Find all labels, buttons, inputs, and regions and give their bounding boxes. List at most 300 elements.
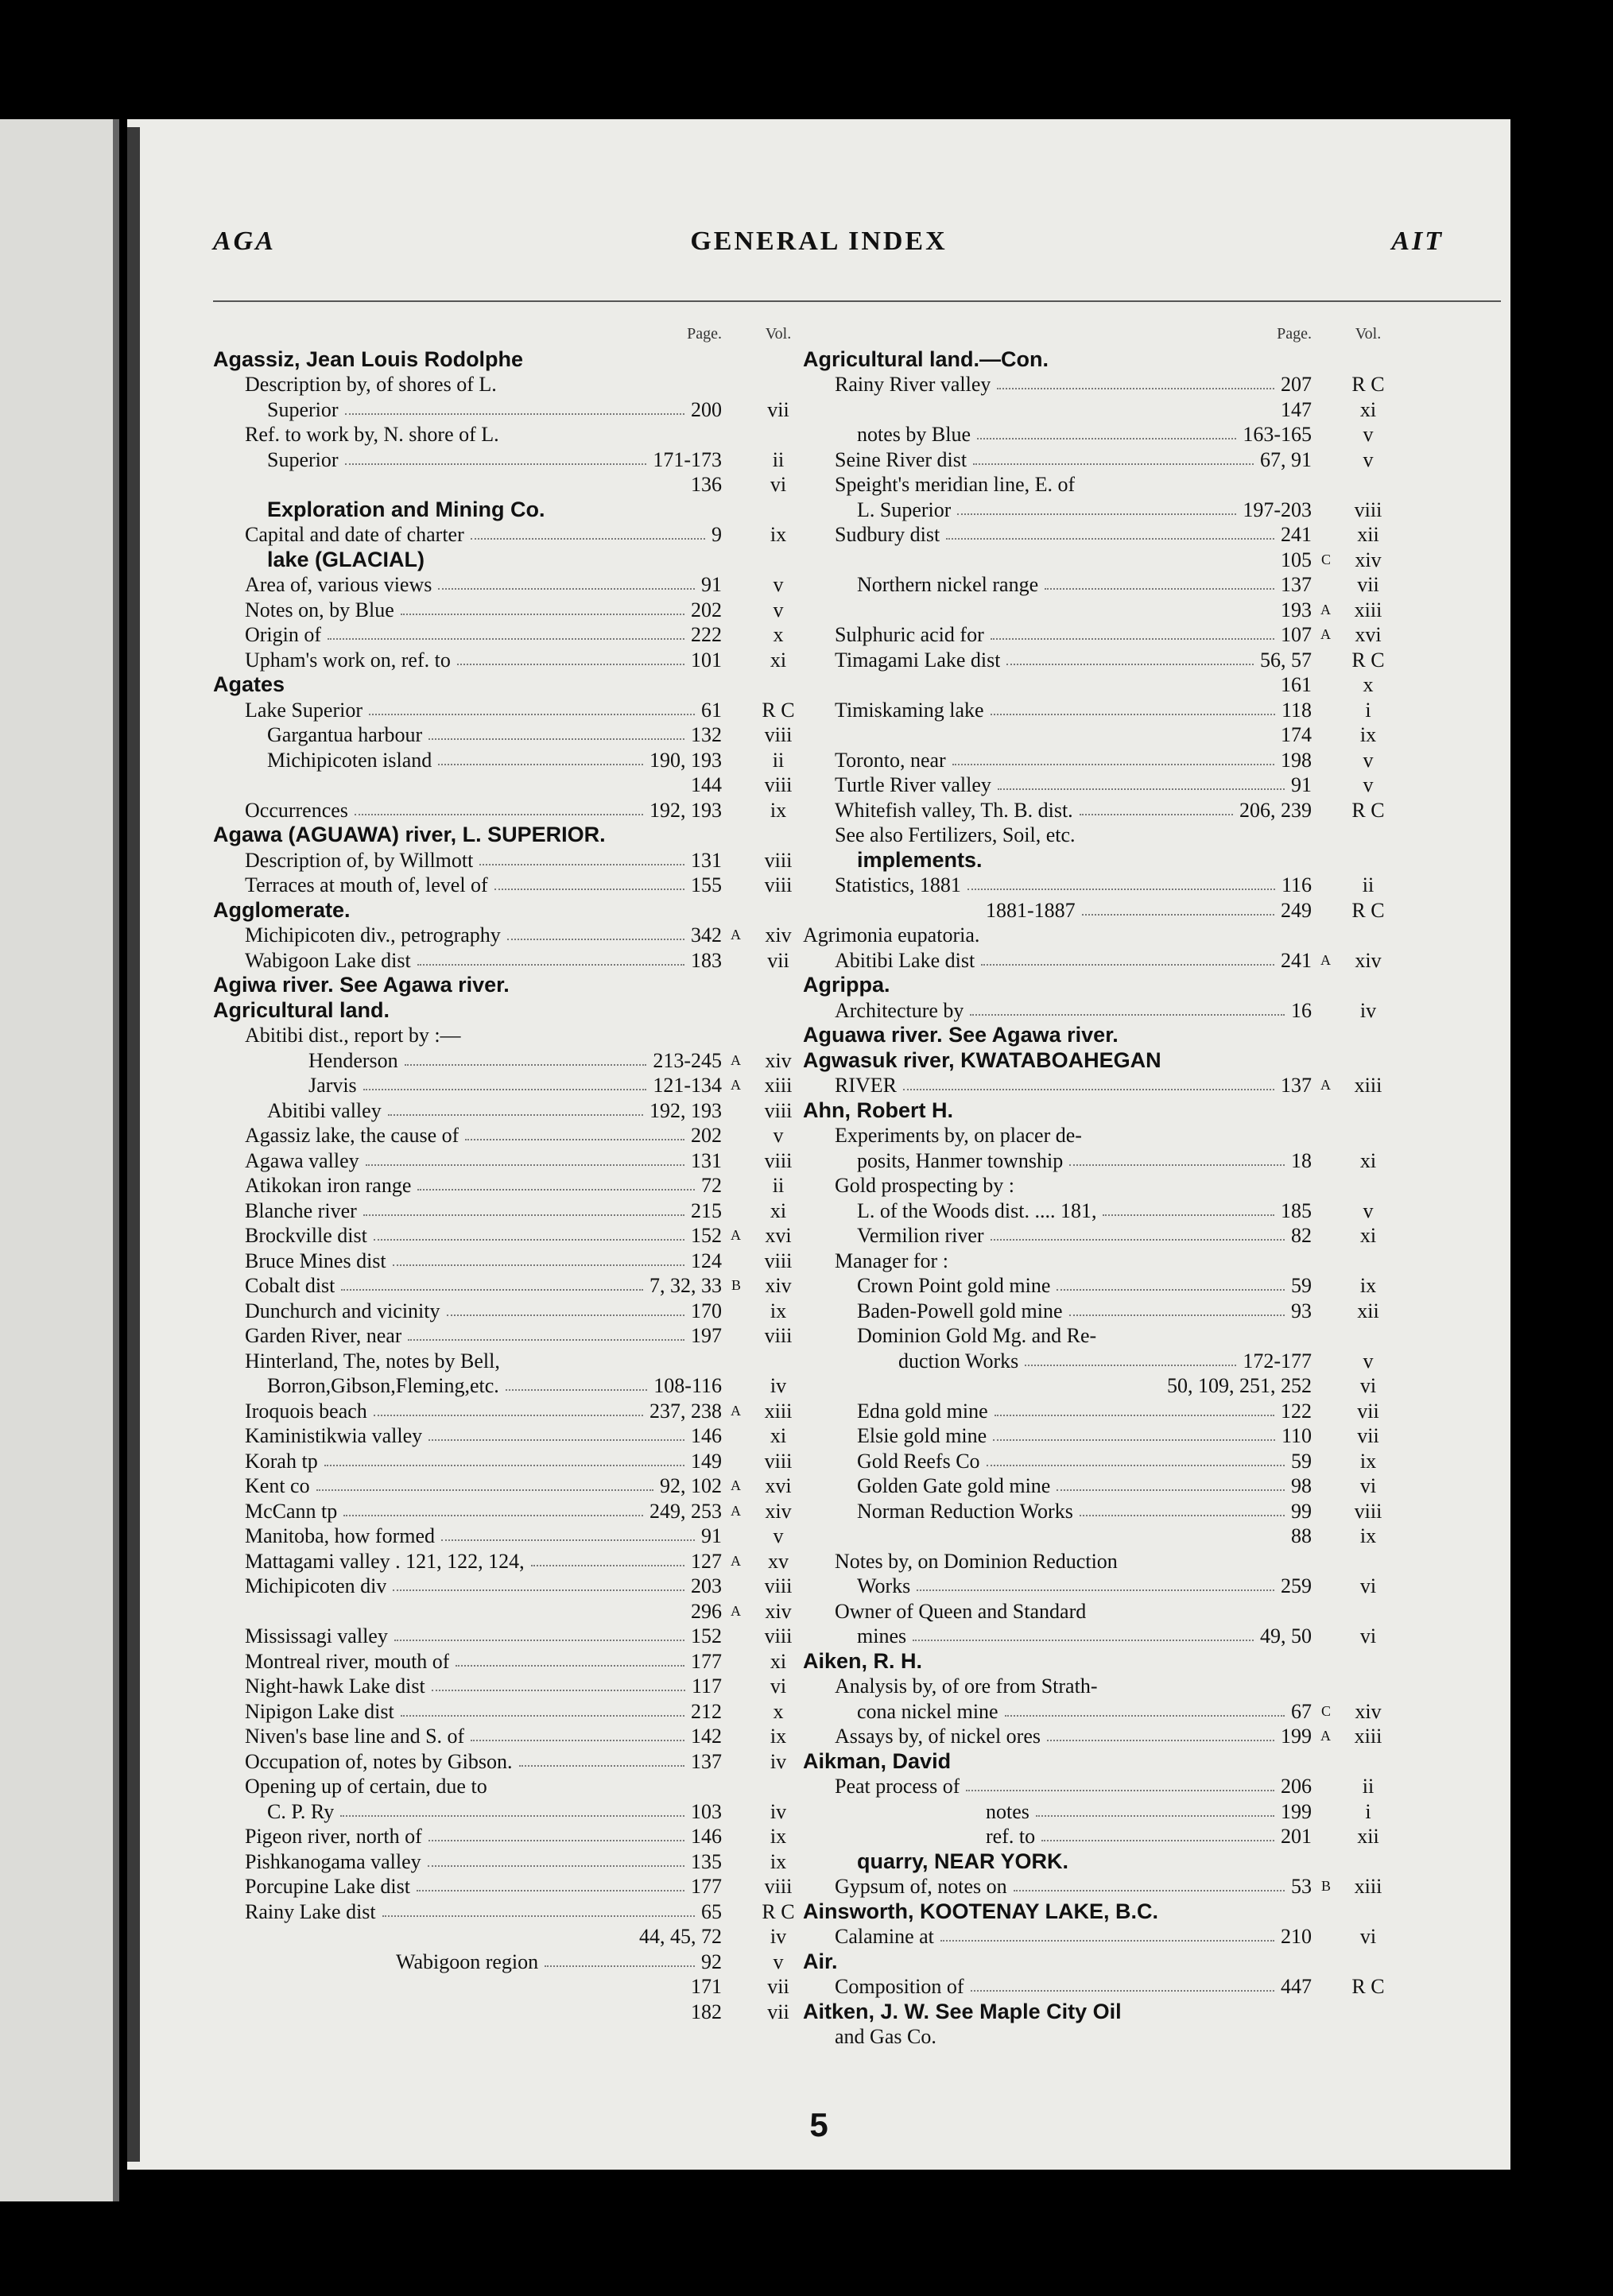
dot-leader bbox=[1069, 1148, 1285, 1166]
entry-volume: ix bbox=[770, 1725, 787, 1748]
entry-volume: xi bbox=[770, 1424, 787, 1447]
entry-page: 146 bbox=[691, 1424, 722, 1447]
entry-volume: viii bbox=[764, 1574, 793, 1597]
dot-leader bbox=[394, 1624, 684, 1641]
dot-leader bbox=[973, 447, 1254, 465]
dot-leader bbox=[1045, 572, 1274, 590]
index-entry bbox=[803, 1423, 1407, 1449]
index-entry bbox=[803, 1674, 1407, 1699]
entry-text: Rainy River valley bbox=[835, 373, 991, 396]
index-entry bbox=[803, 1974, 1407, 2000]
dot-leader bbox=[545, 1949, 695, 1967]
index-entry bbox=[803, 1924, 1407, 1949]
dot-leader bbox=[998, 772, 1285, 790]
index-entry bbox=[213, 1574, 817, 1599]
index-entry bbox=[213, 1624, 817, 1649]
entry-text: Nipigon Lake dist bbox=[245, 1699, 394, 1723]
dot-leader bbox=[519, 1749, 684, 1767]
index-entry bbox=[213, 1749, 817, 1775]
entry-volume: iv bbox=[1359, 998, 1377, 1022]
entry-text: 1881-1887 bbox=[986, 898, 1076, 922]
entry-page: 98 bbox=[1291, 1474, 1312, 1497]
index-entry bbox=[213, 798, 817, 823]
index-entry bbox=[213, 1198, 817, 1224]
entry-text: Brockville dist bbox=[245, 1224, 367, 1247]
index-entry bbox=[213, 472, 817, 498]
page-col-label: Page. bbox=[1277, 325, 1312, 343]
entry-volume: v bbox=[1363, 447, 1374, 471]
entry-page: 91 bbox=[1291, 773, 1312, 796]
entry-volume: xii bbox=[1357, 1825, 1379, 1848]
entry-volume: v bbox=[1363, 1198, 1374, 1222]
entry-text: Pigeon river, north of bbox=[245, 1825, 422, 1848]
dot-leader bbox=[428, 1849, 684, 1867]
index-entry bbox=[803, 572, 1407, 598]
index-entry bbox=[803, 1249, 1407, 1274]
entry-text: Gypsum of, notes on bbox=[835, 1875, 1007, 1898]
entry-volume: ix bbox=[1359, 1524, 1377, 1547]
dot-leader bbox=[438, 748, 643, 765]
entry-volume: R C bbox=[1351, 798, 1385, 822]
entry-volume: viii bbox=[764, 848, 793, 872]
index-entry bbox=[803, 1774, 1407, 1799]
index-entry bbox=[213, 1524, 817, 1549]
index-entry bbox=[803, 648, 1407, 673]
entry-volume: xii bbox=[1357, 1299, 1379, 1322]
entry-page: 93 bbox=[1291, 1299, 1312, 1322]
entry-page: 241 bbox=[1281, 948, 1312, 972]
dot-leader bbox=[363, 1073, 646, 1090]
entry-page: 136 bbox=[691, 473, 722, 496]
entry-volume: v bbox=[773, 573, 784, 596]
index-entry bbox=[213, 1473, 817, 1499]
dot-leader bbox=[1082, 898, 1274, 916]
index-entry bbox=[803, 1123, 1407, 1148]
entry-page: 56, 57 bbox=[1260, 648, 1312, 672]
entry-text: Baden-Powell gold mine bbox=[857, 1299, 1063, 1322]
entry-page-suffix: A bbox=[1320, 1077, 1331, 1093]
entry-page: 177 bbox=[691, 1649, 722, 1673]
index-entry bbox=[213, 1449, 817, 1474]
entry-page: 7, 32, 33 bbox=[649, 1274, 722, 1297]
entry-page-suffix: A bbox=[731, 1552, 741, 1569]
index-entry bbox=[803, 823, 1407, 848]
dot-leader bbox=[328, 622, 684, 640]
entry-page: 342 bbox=[691, 923, 722, 947]
index-entry bbox=[213, 1899, 817, 1925]
index-entry bbox=[213, 1173, 817, 1198]
dot-leader bbox=[991, 622, 1274, 640]
entry-page-suffix: A bbox=[1320, 626, 1331, 642]
entry-page: 99 bbox=[1291, 1499, 1312, 1523]
dot-leader bbox=[393, 1249, 684, 1266]
index-entry bbox=[803, 722, 1407, 748]
entry-text: Bruce Mines dist bbox=[245, 1249, 386, 1272]
entry-text: Ref. to work by, N. shore of L. bbox=[245, 423, 499, 446]
index-entry bbox=[803, 1473, 1407, 1499]
entry-volume: vi bbox=[1359, 1374, 1377, 1397]
index-entry bbox=[803, 1824, 1407, 1849]
entry-text: Exploration and Mining Co. bbox=[267, 497, 545, 521]
dot-leader bbox=[991, 698, 1275, 715]
entry-text: Michipicoten div., petrography bbox=[245, 923, 501, 947]
entry-text: See also Fertilizers, Soil, etc. bbox=[835, 823, 1076, 846]
entry-text: Seine River dist bbox=[835, 447, 967, 471]
entry-page: 249, 253 bbox=[649, 1499, 722, 1523]
entry-text: L. Superior bbox=[857, 498, 952, 521]
entry-page: 202 bbox=[691, 598, 722, 621]
entry-page: 105 bbox=[1281, 548, 1312, 571]
entry-text: lake (GLACIAL) bbox=[267, 547, 425, 571]
entry-page: 121-134 bbox=[653, 1074, 722, 1097]
dot-leader bbox=[428, 1824, 684, 1841]
dot-leader bbox=[355, 798, 643, 815]
entry-page: 213-245 bbox=[653, 1048, 722, 1072]
index-entry bbox=[213, 672, 817, 698]
entry-volume: viii bbox=[764, 1249, 793, 1272]
entry-volume: vi bbox=[770, 473, 787, 496]
dot-leader bbox=[987, 1449, 1285, 1466]
entry-text: Speight's meridian line, E. of bbox=[835, 473, 1076, 496]
dot-leader bbox=[341, 1273, 643, 1291]
index-entry bbox=[213, 998, 817, 1024]
facing-page bbox=[0, 119, 119, 2201]
index-entry bbox=[803, 848, 1407, 873]
dot-leader bbox=[1025, 1349, 1236, 1366]
index-entry bbox=[803, 1849, 1407, 1875]
index-entry bbox=[803, 672, 1407, 698]
entry-volume: xiii bbox=[1354, 1725, 1382, 1748]
entry-text: Night-hawk Lake dist bbox=[245, 1675, 425, 1698]
entry-volume: xiii bbox=[764, 1399, 793, 1423]
entry-volume: i bbox=[1365, 1799, 1371, 1823]
dot-leader bbox=[417, 948, 684, 966]
dot-leader bbox=[977, 422, 1236, 439]
entry-text: Michipicoten div bbox=[245, 1574, 387, 1597]
entry-page: 192, 193 bbox=[649, 1098, 722, 1122]
index-entry bbox=[803, 598, 1407, 623]
entry-text: Statistics, 1881 bbox=[835, 873, 961, 896]
index-entry bbox=[213, 1549, 817, 1574]
index-entry bbox=[803, 1148, 1407, 1174]
entry-page: 197-203 bbox=[1243, 498, 1312, 521]
entry-page: 447 bbox=[1281, 1975, 1312, 1998]
entry-volume: viii bbox=[764, 873, 793, 896]
entry-volume: v bbox=[773, 1124, 784, 1147]
index-entry bbox=[803, 1273, 1407, 1299]
entry-volume: xi bbox=[770, 1198, 787, 1222]
entry-text: Kent co bbox=[245, 1474, 310, 1497]
entry-page: 142 bbox=[691, 1725, 722, 1748]
entry-page: 107 bbox=[1281, 623, 1312, 646]
index-entry bbox=[213, 447, 817, 473]
index-entry bbox=[803, 1073, 1407, 1098]
index-entry bbox=[803, 1549, 1407, 1574]
entry-page: 50, 109, 251, 252 bbox=[1167, 1374, 1312, 1397]
dot-leader bbox=[456, 1649, 684, 1667]
entry-page-suffix: C bbox=[1320, 1702, 1331, 1719]
entry-text: Occupation of, notes by Gibson. bbox=[245, 1749, 513, 1773]
index-entry bbox=[803, 622, 1407, 648]
entry-volume: R C bbox=[1351, 373, 1385, 396]
entry-volume: vii bbox=[1357, 1399, 1379, 1423]
entry-volume: R C bbox=[1351, 648, 1385, 672]
entry-volume: xi bbox=[1359, 1148, 1377, 1172]
entry-volume: v bbox=[773, 1524, 784, 1547]
entry-page: 200 bbox=[691, 397, 722, 421]
index-entry bbox=[803, 422, 1407, 447]
index-entry bbox=[803, 2000, 1407, 2025]
entry-text: Sudbury dist bbox=[835, 523, 940, 546]
entry-page: 92, 102 bbox=[660, 1474, 722, 1497]
entry-text: Origin of bbox=[245, 623, 322, 646]
dot-leader bbox=[432, 1674, 685, 1691]
entry-text: Mattagami valley . 121, 122, 124, bbox=[245, 1549, 525, 1573]
dot-leader bbox=[479, 848, 684, 865]
entry-text: ref. to bbox=[986, 1825, 1036, 1848]
entry-page-suffix: A bbox=[731, 1502, 741, 1519]
index-entry bbox=[213, 1148, 817, 1174]
entry-page-suffix: A bbox=[731, 1227, 741, 1243]
index-entry bbox=[213, 1724, 817, 1749]
entry-text: Sulphuric acid for bbox=[835, 623, 984, 646]
index-entry bbox=[803, 1624, 1407, 1649]
index-entry bbox=[213, 722, 817, 748]
entry-volume: vi bbox=[1359, 1925, 1377, 1948]
entry-volume: vi bbox=[1359, 1624, 1377, 1647]
entry-volume: viii bbox=[764, 1098, 793, 1122]
entry-text: Borron,Gibson,Fleming,etc. bbox=[267, 1374, 499, 1397]
entry-volume: viii bbox=[764, 1624, 793, 1647]
entry-volume: xiv bbox=[765, 1274, 792, 1297]
entry-page: 59 bbox=[1291, 1274, 1312, 1297]
index-entry bbox=[213, 848, 817, 873]
index-entry bbox=[803, 1299, 1407, 1324]
entry-text: Architecture by bbox=[835, 998, 964, 1022]
entry-page: 108-116 bbox=[653, 1374, 722, 1397]
index-entry bbox=[803, 948, 1407, 974]
entry-volume: v bbox=[1363, 1349, 1374, 1373]
entry-text: Ainsworth, KOOTENAY LAKE, B.C. bbox=[803, 1899, 1159, 1923]
dot-leader bbox=[981, 948, 1274, 966]
entry-text: Whitefish valley, Th. B. dist. bbox=[835, 798, 1073, 822]
entry-page: 103 bbox=[691, 1799, 722, 1823]
entry-volume: xiv bbox=[1355, 548, 1382, 571]
entry-text: Composition of bbox=[835, 1975, 964, 1998]
entry-page: 199 bbox=[1281, 1725, 1312, 1748]
index-entry bbox=[803, 472, 1407, 498]
index-entry bbox=[213, 1924, 817, 1949]
entry-text: Upham's work on, ref. to bbox=[245, 648, 451, 672]
index-entry bbox=[803, 1599, 1407, 1624]
entry-page: 67 bbox=[1291, 1699, 1312, 1723]
entry-text: Timiskaming lake bbox=[835, 698, 984, 722]
entry-page: 249 bbox=[1281, 898, 1312, 922]
entry-page: 152 bbox=[691, 1624, 722, 1647]
entry-volume: xi bbox=[1359, 1224, 1377, 1247]
entry-text: notes bbox=[986, 1799, 1029, 1823]
entry-text: C. P. Ry bbox=[267, 1799, 335, 1823]
entry-page: 117 bbox=[691, 1675, 722, 1698]
entry-page: 88 bbox=[1291, 1524, 1312, 1547]
index-entry bbox=[803, 1874, 1407, 1899]
index-entry bbox=[803, 748, 1407, 773]
entry-page: 59 bbox=[1291, 1449, 1312, 1473]
entry-text: Korah tp bbox=[245, 1449, 318, 1473]
index-entry bbox=[803, 522, 1407, 548]
dot-leader bbox=[970, 998, 1285, 1016]
index-entry bbox=[213, 1423, 817, 1449]
entry-page: 9 bbox=[712, 523, 722, 546]
dot-leader bbox=[506, 1373, 647, 1391]
entry-volume: xvi bbox=[765, 1224, 792, 1247]
dot-leader bbox=[1041, 1824, 1274, 1841]
entry-volume: R C bbox=[762, 698, 795, 722]
entry-page-suffix: A bbox=[1320, 1728, 1331, 1744]
entry-text: Agricultural land. bbox=[213, 997, 390, 1022]
index-entry bbox=[213, 397, 817, 423]
entry-page-suffix: A bbox=[731, 1602, 741, 1619]
page-number: 5 bbox=[809, 2106, 828, 2143]
entry-text: Agassiz lake, the cause of bbox=[245, 1124, 459, 1147]
entry-page: 137 bbox=[691, 1749, 722, 1773]
index-entry bbox=[213, 772, 817, 798]
index-entry bbox=[803, 1373, 1407, 1399]
entry-text: and Gas Co. bbox=[835, 2025, 936, 2048]
entry-text: Garden River, near bbox=[245, 1324, 402, 1347]
header-right: AIT bbox=[1391, 227, 1444, 256]
index-entry bbox=[803, 898, 1407, 923]
entry-volume: vii bbox=[767, 2000, 789, 2023]
dot-leader bbox=[471, 522, 705, 540]
index-entry bbox=[213, 1223, 817, 1249]
entry-volume: ii bbox=[1362, 1775, 1375, 1798]
dot-leader bbox=[447, 1299, 684, 1316]
index-entry bbox=[213, 1799, 817, 1825]
dot-leader bbox=[369, 698, 695, 715]
dot-leader bbox=[971, 1974, 1274, 1992]
entry-text: Agrippa. bbox=[803, 973, 890, 997]
entry-text: McCann tp bbox=[245, 1499, 338, 1523]
entry-volume: ix bbox=[770, 798, 787, 822]
entry-volume: xiii bbox=[764, 1074, 793, 1097]
entry-page: 207 bbox=[1281, 373, 1312, 396]
entry-page: 91 bbox=[701, 573, 722, 596]
dot-leader bbox=[471, 1724, 684, 1741]
dot-leader bbox=[903, 1073, 1274, 1090]
entry-text: Rainy Lake dist bbox=[245, 1899, 376, 1923]
index-entry bbox=[213, 548, 817, 573]
entry-text: L. of the Woods dist. .... 181, bbox=[857, 1198, 1097, 1222]
index-entry bbox=[213, 748, 817, 773]
index-entry bbox=[213, 572, 817, 598]
dot-leader bbox=[340, 1799, 684, 1817]
index-entry bbox=[803, 1749, 1407, 1775]
entry-page: 202 bbox=[691, 1124, 722, 1147]
entry-text: Opening up of certain, due to bbox=[245, 1775, 487, 1798]
entry-page: 237, 238 bbox=[649, 1399, 722, 1423]
index-entry bbox=[213, 2000, 817, 2025]
dot-leader bbox=[388, 1098, 643, 1116]
entry-text: Notes by, on Dominion Reduction bbox=[835, 1549, 1118, 1573]
entry-text: Henderson bbox=[308, 1048, 398, 1072]
entry-text: Niven's base line and S. of bbox=[245, 1725, 465, 1748]
entry-page: 183 bbox=[691, 948, 722, 972]
index-entry bbox=[803, 1399, 1407, 1424]
entry-volume: xiv bbox=[765, 1499, 792, 1523]
entry-text: Vermilion river bbox=[857, 1224, 984, 1247]
dot-leader bbox=[952, 748, 1274, 765]
entry-text: Cobalt dist bbox=[245, 1274, 335, 1297]
entry-volume: v bbox=[1363, 423, 1374, 446]
entry-text: Calamine at bbox=[835, 1925, 934, 1948]
dot-leader bbox=[343, 1499, 643, 1516]
entry-text: Analysis by, of ore from Strath- bbox=[835, 1675, 1098, 1698]
index-entry bbox=[213, 1699, 817, 1725]
entry-text: Elsie gold mine bbox=[857, 1424, 987, 1447]
dot-leader bbox=[1005, 1699, 1285, 1717]
entry-volume: iv bbox=[770, 1749, 787, 1773]
entry-text: Agawa valley bbox=[245, 1148, 359, 1172]
entry-page: 199 bbox=[1281, 1799, 1312, 1823]
index-entry bbox=[803, 698, 1407, 723]
entry-text: Blanche river bbox=[245, 1198, 357, 1222]
entry-volume: xiv bbox=[1355, 948, 1382, 972]
entry-volume: viii bbox=[1354, 1499, 1382, 1523]
header-title: GENERAL INDEX bbox=[690, 227, 948, 256]
entry-page: 155 bbox=[691, 873, 722, 896]
index-entry bbox=[803, 1524, 1407, 1549]
entry-page: 44, 45, 72 bbox=[639, 1925, 722, 1948]
entry-volume: x bbox=[773, 623, 784, 646]
entry-page: 16 bbox=[1291, 998, 1312, 1022]
entry-page: 132 bbox=[691, 723, 722, 746]
entry-text: Gold prospecting by : bbox=[835, 1174, 1015, 1197]
entry-page: 212 bbox=[691, 1699, 722, 1723]
index-entry bbox=[803, 1799, 1407, 1825]
entry-text: Ahn, Robert H. bbox=[803, 1098, 953, 1122]
dot-leader bbox=[1006, 648, 1254, 665]
entry-text: Kaministikwia valley bbox=[245, 1424, 423, 1447]
entry-volume: xv bbox=[768, 1549, 789, 1573]
index-entry bbox=[213, 1774, 817, 1799]
dot-leader bbox=[405, 1048, 646, 1066]
vol-col-label: Vol. bbox=[765, 325, 792, 343]
entry-text: Occurrences bbox=[245, 798, 348, 822]
index-entry bbox=[803, 372, 1407, 397]
dot-leader bbox=[393, 1574, 684, 1591]
entry-page: 144 bbox=[691, 773, 722, 796]
dot-leader bbox=[1103, 1198, 1274, 1216]
entry-volume: viii bbox=[1354, 498, 1382, 521]
right-entries bbox=[803, 347, 1407, 2050]
entry-text: duction Works bbox=[898, 1349, 1019, 1373]
entry-text: Notes on, by Blue bbox=[245, 598, 394, 621]
entry-text: Mississagi valley bbox=[245, 1624, 388, 1647]
entry-text: Porcupine Lake dist bbox=[245, 1875, 410, 1898]
dot-leader bbox=[401, 1699, 684, 1717]
entry-page: 135 bbox=[691, 1849, 722, 1873]
index-entry bbox=[803, 1649, 1407, 1675]
entry-text: Agates bbox=[213, 672, 285, 696]
entry-text: Area of, various views bbox=[245, 573, 432, 596]
index-entry bbox=[213, 1874, 817, 1899]
entry-text: Aitken, J. W. See Maple City Oil bbox=[803, 1999, 1122, 2023]
index-entry bbox=[213, 648, 817, 673]
entry-volume: vi bbox=[770, 1675, 787, 1698]
index-entry bbox=[213, 1949, 817, 1975]
entry-volume: R C bbox=[1351, 1975, 1385, 1998]
